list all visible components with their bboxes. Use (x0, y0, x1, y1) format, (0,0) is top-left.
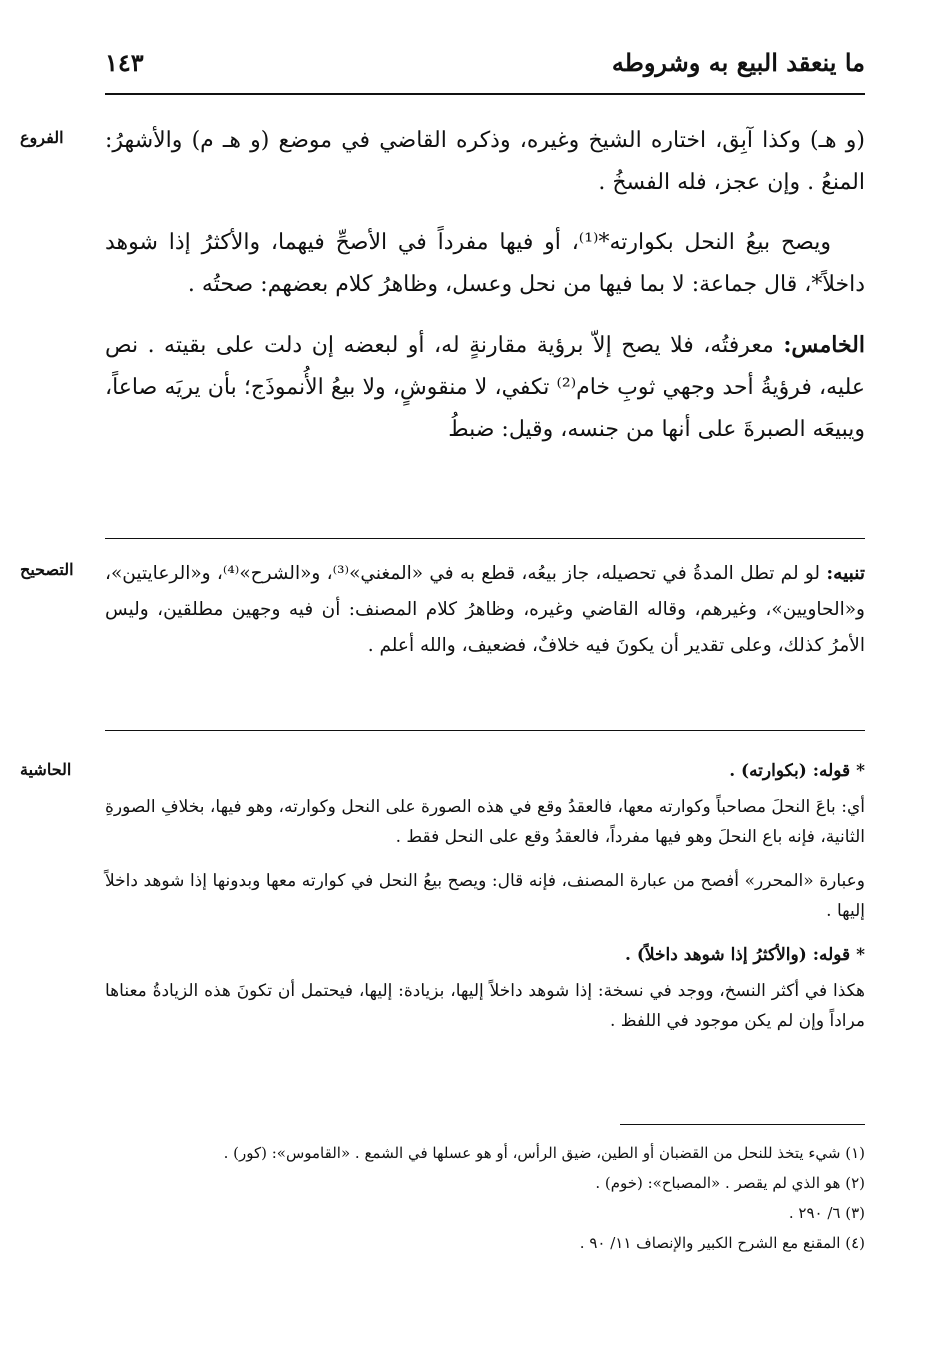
furu-label: الفروع (20, 128, 64, 147)
hashiya-quote-1: * قوله: (بكوارته) . (729, 761, 865, 781)
footnote-4: (٤) المقنع مع الشرح الكبير والإنصاف ١١/ ٩٠ . (579, 1234, 865, 1252)
chapter-title: ما ينعقد البيع به وشروطه (611, 48, 865, 77)
hashiya-paragraph-2: وعبارة «المحرر» أفصح من عبارة المصنف، فإنه قال: ويصح بيعُ النحل في كوارته معها وبدونها إذا شوهد داخلاً إليها . (105, 871, 865, 921)
section-divider-1 (105, 538, 865, 539)
hashiya-paragraph-3: هكذا في أكثر النسخ، ووجد في نسخة: إذا شوهد داخلاً إليها، بزيادة: إليها، فيحتمل أن تكونَ هذه الزيادةُ معناها مراداً وإن لم يكن موجود في اللفظ . (105, 981, 865, 1031)
footnote-rule (620, 1124, 865, 1125)
khamis-heading: الخامس: (783, 332, 865, 358)
tanbih-heading: تنبيه: (826, 563, 865, 584)
furu-section (105, 120, 865, 451)
furu-paragraph-3 (105, 324, 865, 451)
hashiya-label: الحاشية (20, 760, 72, 779)
section-divider-2 (105, 730, 865, 731)
hashiya-quote-2: * قوله: (والأكثرُ إذا شوهد داخلاً) . (625, 945, 865, 965)
furu-paragraph-3-text: معرفتُه، فلا يصح إلاّ برؤية مقارنةٍ له، أو لبعضه إن دلت على بقيته . نص عليه، فرؤيةُ أحد وجهي ثوبِ خام⁽²⁾ تكفي، لا منقوشٍ، ولا بيعُ الأُنموذَج؛ بأن يريَه صاعاً، ويبيعَه الصبرةَ على أنها من جنسه، وقيل: ضبطُ (105, 333, 865, 442)
footnote-2: (٢) هو الذي لم يقصر . «المصباح»: (خوم) . (595, 1174, 865, 1192)
footnote-3: (٣) ٦/ ٢٩٠ . (788, 1204, 865, 1222)
running-header (105, 48, 865, 88)
tashih-text: لو لم تطل المدةُ في تحصيله، جاز بيعُه، قطع به في «المغني»⁽³⁾، و«الشرح»⁽⁴⁾، و«الرعايتين»، و«الحاويين»، وغيرهم، وقاله القاضي وغيره، وظاهرُ كلام المصنف: أن فيه وجهين مطلقين، وليس الأمرُ كذلك، وعلى تقدير أن يكونَ فيه خلافٌ، فضعيف، والله أعلم . (105, 563, 865, 656)
tashih-section (105, 556, 865, 664)
hashiya-section (105, 756, 865, 1050)
page-number: ١٤٣ (105, 48, 144, 77)
furu-paragraph-1: (و هـ) وكذا آبِق، اختاره الشيخ وغيره، وذكره القاضي في موضع (و هـ م) والأشهرُ: المنعُ . وإن عجز، فله الفسخُ . (105, 128, 865, 195)
footnotes (150, 1138, 865, 1258)
footnote-1: (١) شيء يتخذ للنحل من القضبان أو الطين، ضيق الرأس، أو هو عسلها في الشمع . «القاموس»: (كور) . (223, 1144, 865, 1162)
header-rule (105, 93, 865, 95)
furu-paragraph-2: ويصح بيعُ النحل بكوارته*⁽¹⁾، أو فيها مفرداً في الأصحِّ فيهما، والأكثرُ إذا شوهد داخلاً*، قال جماعة: لا بما فيها من نحل وعسل، وظاهرُ كلام بعضهم: صحتُه . (105, 230, 865, 297)
tashih-label: التصحيح (20, 560, 74, 579)
hashiya-paragraph-1: أي: باعَ النحلَ مصاحباً وكوارته معها، فالعقدُ وقع في هذه الصورة على النحل وكوارته، وهو فيها، بخلافِ الصورةِ الثانية، فإنه باع النحلَ وهو فيها مفرداً، فالعقدُ وقع على النحل فقط . (105, 797, 865, 847)
